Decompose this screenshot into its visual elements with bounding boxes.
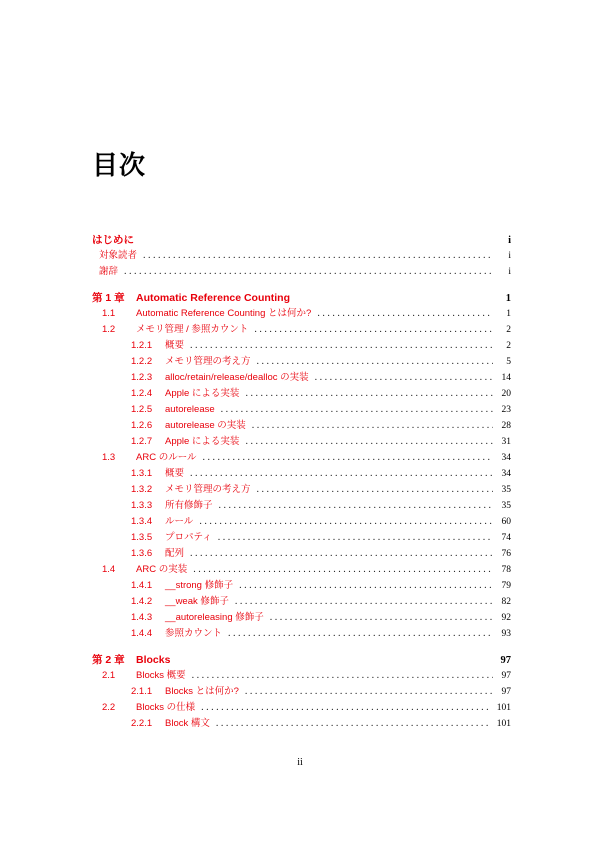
toc-entry[interactable] <box>92 498 511 514</box>
toc-entry-label[interactable]: Blocks とは何か? <box>165 686 239 697</box>
toc-leader-dots <box>235 594 493 610</box>
toc-page-number: 74 <box>501 533 511 543</box>
toc-entry[interactable] <box>92 306 511 322</box>
toc-page-number: 31 <box>501 437 511 447</box>
toc-entry-label[interactable]: Apple による実装 <box>165 436 240 447</box>
toc-page-number: 14 <box>501 373 511 383</box>
section-number: 1.3.3 <box>131 500 153 511</box>
toc-entry-label[interactable]: メモリ管理の考え方 <box>165 356 251 367</box>
toc-entry-label[interactable]: Automatic Reference Counting とは何か? <box>136 308 312 319</box>
toc-leader-dots <box>203 450 493 466</box>
toc-entry[interactable] <box>92 402 511 418</box>
toc-page-number: 93 <box>501 629 511 639</box>
toc-entry[interactable] <box>92 578 511 594</box>
section-number: 1.3.5 <box>131 532 153 543</box>
toc-page-number: 97 <box>501 671 511 681</box>
toc-entry[interactable] <box>92 338 511 354</box>
toc-entry[interactable] <box>92 386 511 402</box>
toc-page-number: 60 <box>501 517 511 527</box>
toc-page-number: 82 <box>501 597 511 607</box>
toc-chapter-2[interactable] <box>92 652 511 668</box>
section-number: 1.2.1 <box>131 340 153 351</box>
toc-page-number: 5 <box>506 357 511 367</box>
toc-entry-label[interactable]: 対象読者 <box>99 250 138 261</box>
section-number: 1.2.4 <box>131 388 153 399</box>
toc-leader-dots <box>193 562 493 578</box>
toc-entry[interactable] <box>92 370 511 386</box>
section-number: 1.2.5 <box>131 404 153 415</box>
toc-entry-label[interactable]: プロパティ <box>165 532 212 543</box>
toc-entry-label[interactable]: autorelease <box>165 404 215 415</box>
toc-page-number: 28 <box>501 421 511 431</box>
toc-entry-label[interactable]: メモリ管理の考え方 <box>165 484 251 495</box>
toc-entry[interactable] <box>92 626 511 642</box>
toc-entry-label[interactable]: Blocks 概要 <box>136 670 186 681</box>
toc-leader-dots <box>315 370 493 386</box>
toc-page-number: 101 <box>496 719 511 729</box>
toc-page-number: 2 <box>506 341 511 351</box>
toc-entry-label[interactable]: Apple による実装 <box>165 388 240 399</box>
toc-page-number: i <box>508 235 511 246</box>
toc-entry-label[interactable]: Blocks の仕様 <box>136 702 196 713</box>
section-number: 2.1 <box>102 670 116 681</box>
toc-leader-dots <box>218 530 493 546</box>
section-number: 1.2.6 <box>131 420 153 431</box>
toc-entry[interactable] <box>92 450 511 466</box>
toc-leader-dots <box>228 626 493 642</box>
toc-entry[interactable] <box>92 514 511 530</box>
section-number: 1.3.4 <box>131 516 153 527</box>
toc-leader-dots <box>254 322 493 338</box>
toc-entry[interactable] <box>92 684 511 700</box>
toc-entry-label[interactable]: __autoreleasing 修飾子 <box>165 612 264 623</box>
toc-leader-dots <box>190 466 493 482</box>
toc-leader-dots <box>201 700 491 716</box>
toc-entry-label[interactable]: ARC のルール <box>136 452 197 463</box>
toc-page-number: 92 <box>501 613 511 623</box>
toc-entry-label[interactable]: __weak 修飾子 <box>165 596 229 607</box>
toc-page-number: 2 <box>506 325 511 335</box>
toc-leader-dots <box>221 402 493 418</box>
toc-chapter-1[interactable] <box>92 290 511 306</box>
toc-page-number: 35 <box>501 501 511 511</box>
toc-entry[interactable] <box>92 716 511 732</box>
toc-entry-label[interactable]: 概要 <box>165 468 185 479</box>
section-number: 1.3.2 <box>131 484 153 495</box>
toc-entry-label[interactable]: Block 構文 <box>165 718 210 729</box>
toc-entry-label[interactable]: 謝辞 <box>99 266 119 277</box>
section-number: 1.2 <box>102 324 116 335</box>
toc-entry[interactable] <box>92 668 511 684</box>
toc-entry[interactable] <box>92 322 511 338</box>
toc-page-number: 35 <box>501 485 511 495</box>
toc-entry-label[interactable]: alloc/retain/release/dealloc の実装 <box>165 372 309 383</box>
toc-entry[interactable] <box>92 482 511 498</box>
toc-leader-dots <box>190 338 493 354</box>
section-number: 1.3.6 <box>131 548 153 559</box>
section-number: 1.4 <box>102 564 116 575</box>
section-number: 2.2 <box>102 702 116 713</box>
section-number: 2.1.1 <box>131 686 153 697</box>
table-of-contents <box>92 232 511 732</box>
toc-leader-dots <box>245 386 493 402</box>
section-number: 1.4.4 <box>131 628 153 639</box>
toc-entry-label[interactable]: ARC の実装 <box>136 564 188 575</box>
toc-page-number: 78 <box>501 565 511 575</box>
toc-entry[interactable] <box>92 248 511 264</box>
toc-entry[interactable] <box>92 466 511 482</box>
toc-leader-dots <box>245 434 493 450</box>
toc-entry[interactable] <box>92 700 511 716</box>
section-number: 1.2.7 <box>131 436 153 447</box>
toc-leader-dots <box>216 716 491 732</box>
section-number: 1.4.1 <box>131 580 153 591</box>
page-title: 目次 <box>92 151 147 181</box>
toc-entry-label[interactable]: 参照カウント <box>165 628 223 639</box>
section-number: 1.3 <box>102 452 116 463</box>
section-number: 1.2.2 <box>131 356 153 367</box>
toc-page-number: 23 <box>501 405 511 415</box>
toc-leader-dots <box>219 498 493 514</box>
toc-entry[interactable] <box>92 594 511 610</box>
toc-leader-dots <box>143 248 493 264</box>
toc-entry[interactable] <box>92 434 511 450</box>
toc-entry[interactable] <box>92 546 511 562</box>
toc-entry-label[interactable]: autorelease の実装 <box>165 420 246 431</box>
toc-leader-dots <box>245 684 493 700</box>
toc-leader-dots <box>257 482 493 498</box>
toc-intro[interactable] <box>92 232 511 248</box>
toc-entry[interactable] <box>92 562 511 578</box>
toc-leader-dots <box>252 418 493 434</box>
toc-page-number: 101 <box>496 703 511 713</box>
toc-entry-label[interactable]: __strong 修飾子 <box>165 580 234 591</box>
section-number: 1.3.1 <box>131 468 153 479</box>
chapter-number: 第 2 章 <box>92 654 125 666</box>
toc-leader-dots <box>124 264 493 280</box>
toc-intro-title[interactable]: はじめに <box>92 234 134 246</box>
toc-page-number: 79 <box>501 581 511 591</box>
toc-entry[interactable] <box>92 354 511 370</box>
toc-page-number: 1 <box>506 309 511 319</box>
toc-leader-dots <box>239 578 493 594</box>
toc-entry[interactable] <box>92 530 511 546</box>
section-number: 2.2.1 <box>131 718 153 729</box>
chapter-number: 第 1 章 <box>92 292 125 304</box>
toc-entry-label[interactable]: 概要 <box>165 340 185 351</box>
toc-leader-dots <box>257 354 493 370</box>
toc-page-number: 34 <box>501 469 511 479</box>
footer-page-number: ii <box>297 757 303 768</box>
section-number: 1.2.3 <box>131 372 153 383</box>
toc-page-number: 34 <box>501 453 511 463</box>
toc-entry-label[interactable]: メモリ管理 / 参照カウント <box>136 324 249 335</box>
toc-entry[interactable] <box>92 610 511 626</box>
toc-page-number: 20 <box>501 389 511 399</box>
toc-page-number: i <box>508 251 511 261</box>
section-number: 1.1 <box>102 308 116 319</box>
toc-leader-dots <box>190 546 493 562</box>
toc-entry-label[interactable]: 所有修飾子 <box>165 500 213 511</box>
toc-page-number: 97 <box>500 655 511 666</box>
toc-page-number: 76 <box>501 549 511 559</box>
toc-page-number: 1 <box>505 293 511 304</box>
section-number: 1.4.3 <box>131 612 153 623</box>
chapter-title[interactable]: Automatic Reference Counting <box>136 292 291 304</box>
toc-leader-dots <box>317 306 493 322</box>
toc-leader-dots <box>270 610 493 626</box>
toc-entry[interactable] <box>92 264 511 280</box>
toc-entry-label[interactable]: 配列 <box>165 548 185 559</box>
chapter-title[interactable]: Blocks <box>136 654 171 666</box>
toc-page-number: i <box>508 267 511 277</box>
toc-page-number: 97 <box>501 687 511 697</box>
toc-entry-label[interactable]: ルール <box>165 516 194 527</box>
toc-leader-dots <box>192 668 493 684</box>
toc-entry[interactable] <box>92 418 511 434</box>
toc-leader-dots <box>199 514 493 530</box>
section-number: 1.4.2 <box>131 596 153 607</box>
